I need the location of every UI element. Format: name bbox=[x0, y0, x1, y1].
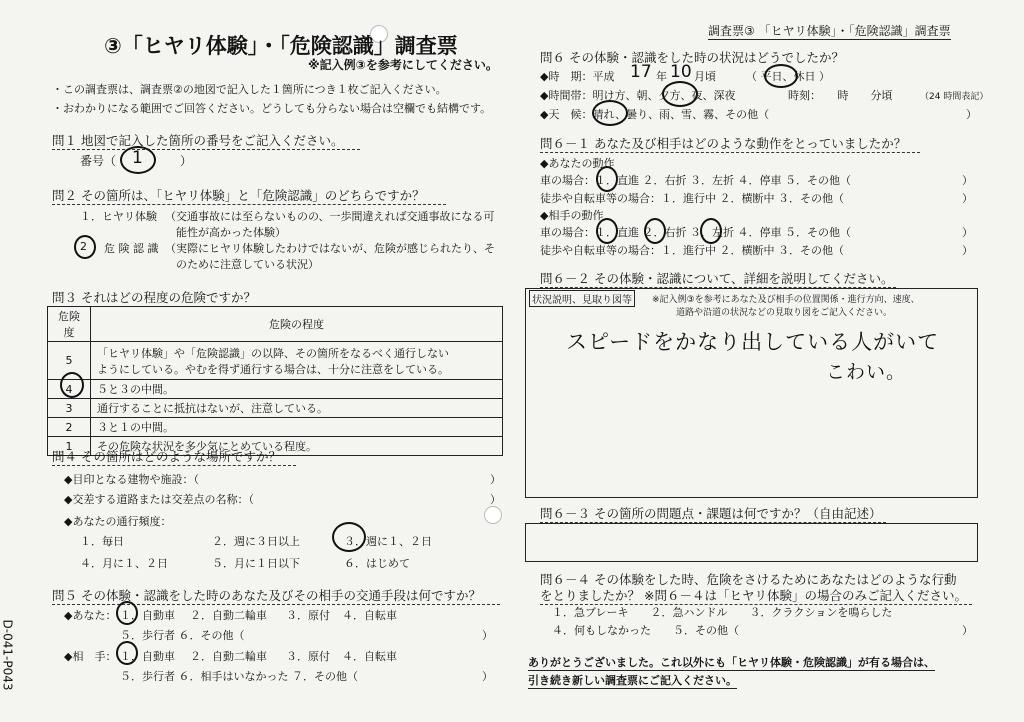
q2-question: 問２ その箇所は、「ヒヤリ体験」と「危険認識」のどちらですか？ bbox=[52, 186, 446, 205]
detail-handwriting-1: スピードをかなり出している人がいて bbox=[566, 330, 940, 354]
q1-close: ） bbox=[180, 154, 193, 168]
thanks-line-1: ありがとうございました。これ以外にも「ヒヤリ体験・危険認識」が有る場合は、 bbox=[528, 656, 935, 669]
q6-4-question-2: をとりましたか？ ※問６－４は「ヒヤリ体験」の場合のみご記入ください。 bbox=[540, 586, 972, 605]
problem-box bbox=[525, 523, 978, 562]
q2-opt2-desc1: （実際にヒヤリ体験したわけではないが、危険が感じられたり、そ bbox=[165, 242, 495, 255]
q6-1-close: ） bbox=[962, 226, 973, 239]
q4-question: 問４ その箇所はどのような場所ですか？ bbox=[52, 447, 296, 466]
q5-other-opt: ３．原付 bbox=[286, 650, 330, 663]
q5-other-opt: １．自動車 bbox=[120, 650, 175, 663]
q5-you-opt: ３．原付 bbox=[286, 609, 330, 622]
danger-level: 3 bbox=[48, 399, 91, 418]
danger-header-level: 危険度 bbox=[48, 307, 91, 342]
q6-day-type: （ 平日、休日 ） bbox=[746, 70, 830, 83]
q6-1-other-circle-2 bbox=[644, 218, 666, 244]
danger-text: 「ヒヤリ体験」や「危険認識」の以降、その箇所をなるべく通行しない ようにしている。やむを得ず通行する場合は、十分に注意をしている。 bbox=[91, 342, 503, 380]
q6-year: 17 bbox=[630, 62, 652, 82]
q4-landmark: ◆目印となる建物や施設：（ bbox=[64, 473, 199, 486]
q5-you-close: ） bbox=[482, 629, 493, 642]
q6-1-walk-line: 徒歩や自転車等の場合：１．進行中 ２．横断中 ３．その他（ bbox=[540, 192, 844, 205]
page-title: ③「ヒヤリ体験」・「危険認識」調査票 bbox=[104, 34, 458, 58]
q6-1-close: ） bbox=[962, 192, 973, 205]
q6-1-other-circle-3 bbox=[700, 218, 722, 244]
q4-freq-option: １．毎日 bbox=[80, 535, 124, 548]
thanks-line-2: 引き続き新しい調査票にご記入ください。 bbox=[528, 674, 737, 687]
q6-weather-circle bbox=[592, 100, 628, 126]
q5-other-label: ◆相 手： bbox=[64, 650, 117, 663]
q6-1-walk-line2: 徒歩や自転車等の場合：１．進行中 ２．横断中 ３．その他（ bbox=[540, 244, 844, 257]
detail-note-2: 道路や沿道の状況などの見取り図をご記入ください。 bbox=[676, 308, 893, 318]
q6-4-question-1: 問６－４ その体験をした時、危険をさけるためにあなたはどのような行動 bbox=[540, 572, 957, 587]
q6-band-circle bbox=[662, 81, 698, 107]
q4-landmark-close: ） bbox=[490, 473, 501, 486]
q6-band-label: ◆時間帯：明け方、朝、夕方、夜、深夜 bbox=[540, 89, 736, 102]
danger-text: その危険な状況を多少気にとめている程度。 bbox=[91, 437, 503, 456]
side-code: D-041-P043 bbox=[0, 619, 15, 691]
q6-4-close: ） bbox=[962, 624, 973, 637]
q4-intersection: ◆交差する道路または交差点の名称：（ bbox=[64, 493, 254, 506]
danger-table bbox=[47, 306, 503, 456]
q6-1-close: ） bbox=[962, 244, 973, 257]
q5-other-opts2: ５．歩行者 ６．相手はいなかった ７．その他（ bbox=[120, 670, 358, 683]
q1-answer: 1 bbox=[132, 148, 143, 168]
q1-label: 番号（ bbox=[80, 154, 117, 168]
q6-question: 問６ その体験・認識をした時の状況はどうでしたか？ bbox=[540, 50, 844, 65]
q3-question: 問３ それはどの程度の危険ですか？ bbox=[52, 288, 272, 307]
q4-freq-option: ６．はじめて bbox=[344, 557, 410, 570]
q5-you-label: ◆あなた： bbox=[64, 609, 117, 622]
q6-4-opts-1: １．急ブレーキ ２．急ハンドル ３．クラクションを鳴らした bbox=[552, 606, 893, 619]
q4-frequency-label: ◆あなたの通行頻度： bbox=[64, 515, 172, 528]
q5-you-opt: ２．自動二輪車 bbox=[190, 609, 267, 622]
q6-2-question: 問６－２ その体験・認識について、詳細を説明してください。 bbox=[540, 269, 896, 288]
q6-month-unit: 月頃 bbox=[694, 70, 716, 83]
q3-answer-circle bbox=[60, 372, 84, 398]
q4-answer-circle bbox=[332, 522, 366, 552]
q5-you-circle bbox=[116, 601, 138, 625]
intro-line-2: ・おわかりになる範囲でご回答ください。どうしても分らない場合は空欄でも結構です。 bbox=[52, 102, 492, 115]
q5-other-opt: ４．自転車 bbox=[342, 650, 397, 663]
q6-1-other-head: ◆相手の動作 bbox=[540, 209, 604, 222]
detail-box-label: 状況説明、見取り図等 bbox=[529, 290, 635, 307]
q4-freq-option: ４．月に１、２日 bbox=[80, 557, 168, 570]
q6-1-car-line: 車の場合：１．直進 ２．右折 ３．左折 ４．停車 ５．その他（ bbox=[540, 174, 851, 187]
danger-header-degree: 危険の程度 bbox=[91, 307, 503, 342]
page-subtitle: ※記入例③を参考にしてください。 bbox=[308, 58, 498, 72]
q2-opt2-desc2: のために注意している状況） bbox=[176, 258, 319, 271]
q4-intersection-close: ） bbox=[490, 493, 501, 506]
punch-hole-bottom bbox=[484, 506, 502, 524]
danger-text: 通行することに抵抗はないが、注意している。 bbox=[91, 399, 503, 418]
q2-opt1-desc2: 能性が高かった体験） bbox=[176, 226, 286, 239]
detail-handwriting-2: こわい。 bbox=[826, 361, 907, 383]
q6-1-you-head: ◆あなたの動作 bbox=[540, 157, 615, 170]
intro-line-1: ・この調査票は、調査票②の地図で記入した１箇所につき１枚ご記入ください。 bbox=[52, 83, 447, 96]
q6-1-other-circle-1 bbox=[596, 218, 618, 244]
danger-level: 1 bbox=[48, 437, 91, 456]
q5-question: 問５ その体験・認識をした時のあなた及びその相手の交通手段は何ですか？ bbox=[52, 586, 500, 605]
q1-answer-circle bbox=[120, 146, 156, 174]
q6-1-car-line2: 車の場合：１．直進 ２．右折 ３．左折 ４．停車 ５．その他（ bbox=[540, 226, 851, 239]
q6-4-opts-2: ４．何もしなかった ５．その他（ bbox=[552, 624, 739, 637]
q6-3-question: 問６－３ その箇所の問題点・課題は何ですか？（自由記述） bbox=[540, 504, 886, 523]
q4-freq-option: ３．週に１、２日 bbox=[344, 535, 432, 548]
q2-opt2-num: 2 bbox=[80, 240, 87, 253]
q5-you-opts2: ５．歩行者 ６．その他（ bbox=[120, 629, 245, 642]
danger-level: 5 bbox=[48, 342, 91, 380]
q4-freq-option: ２．週に３日以上 bbox=[212, 535, 300, 548]
danger-level: 4 bbox=[48, 380, 91, 399]
q6-1-close: ） bbox=[962, 174, 973, 187]
q2-opt2-circle bbox=[74, 235, 96, 259]
danger-level: 2 bbox=[48, 418, 91, 437]
q5-other-circle bbox=[116, 641, 138, 665]
q6-month: 10 bbox=[670, 62, 692, 82]
q5-other-close: ） bbox=[482, 670, 493, 683]
q6-1-question: 問６－１ あなた及び相手はどのような動作をとっていましたか？ bbox=[540, 134, 920, 153]
q6-day-circle bbox=[764, 64, 798, 88]
q5-other-opt: ２．自動二輪車 bbox=[190, 650, 267, 663]
q2-opt1-label: １．ヒヤリ体験 bbox=[80, 210, 157, 223]
q6-weather-close: ） bbox=[966, 108, 977, 121]
detail-box bbox=[525, 288, 978, 498]
detail-note-1: ※記入例③を参考にあなた及び相手の位置関係・進行方向、速度、 bbox=[652, 295, 920, 305]
q6-weather-label: ◆天 候：晴れ、曇り、雨、雪、霧、その他（ bbox=[540, 108, 770, 121]
q6-1-you-circle bbox=[596, 166, 618, 192]
q2-opt1-desc1: （交通事故には至らないものの、一歩間違えれば交通事故になる可 bbox=[165, 210, 495, 223]
header-right: 調査票③ 「ヒヤリ体験」・「危険認識」調査票 bbox=[708, 24, 951, 38]
q4-freq-option: ５．月に１日以下 bbox=[212, 557, 300, 570]
q5-you-opt: ４．自転車 bbox=[342, 609, 397, 622]
danger-text: ５と３の中間。 bbox=[91, 380, 503, 399]
q1-question: 問１ 地図で記入した箇所の番号をご記入ください。 bbox=[52, 131, 360, 150]
q2-opt2-label: 危 険 認 識 bbox=[104, 242, 159, 255]
q5-you-opt: １．自動車 bbox=[120, 609, 175, 622]
q6-clock-note: （24 時間表記） bbox=[920, 92, 989, 102]
q6-time-label: ◆時 期：平成 bbox=[540, 70, 615, 83]
danger-text: ３と１の中間。 bbox=[91, 418, 503, 437]
q6-clock-label: 時刻： 時 分頃 bbox=[788, 89, 893, 102]
q6-year-unit: 年 bbox=[656, 70, 667, 83]
